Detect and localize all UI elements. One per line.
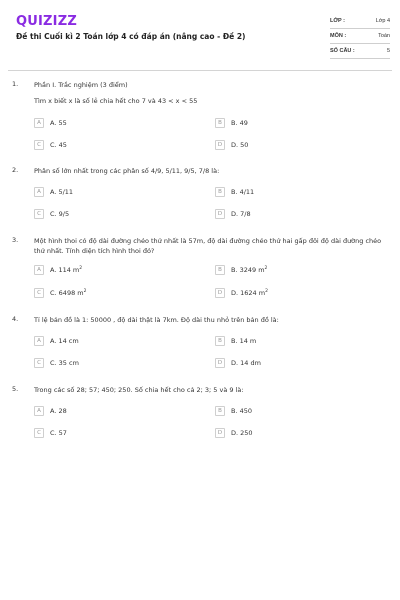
option-letter-box: D xyxy=(215,288,225,298)
option-letter-box: C xyxy=(34,209,44,219)
option-text: C. 45 xyxy=(50,141,67,149)
option-text: A. 14 cm xyxy=(50,337,79,345)
option-b[interactable] xyxy=(215,117,248,129)
question-subtext: Tìm x biết x là số lẻ chia hết cho 7 và 43 < x < 55 xyxy=(34,97,198,105)
option-text: B. 49 xyxy=(231,119,248,127)
meta-row-subject xyxy=(330,29,390,44)
question-4 xyxy=(8,315,392,377)
question-text: Một hình thoi có độ dài đường chéo thứ nhất là 57m, độ dài đường chéo thứ hai gấp đôi độ dài đường chéo thứ nhất. Tính diện tích hình thoi đó? xyxy=(34,237,382,255)
option-d[interactable] xyxy=(215,357,261,369)
option-superscript: 2 xyxy=(79,265,83,271)
question-text: Phân số lớn nhất trong các phân số 4/9, 5/11, 9/5, 7/8 là: xyxy=(34,167,220,175)
option-a[interactable] xyxy=(34,117,67,129)
option-text: A. 55 xyxy=(50,119,67,127)
option-d[interactable] xyxy=(215,427,253,439)
header-divider xyxy=(8,70,392,71)
meta-key: LỚP : xyxy=(330,18,345,24)
option-text: A. 114 $m^2$ xyxy=(50,265,83,275)
option-superscript: 2 xyxy=(264,265,268,271)
option-c[interactable] xyxy=(34,208,69,220)
option-letter-box: A xyxy=(34,265,44,275)
option-letter-box: C xyxy=(34,358,44,368)
option-text: A. 28 xyxy=(50,407,67,415)
option-letter-box: D xyxy=(215,428,225,438)
option-b[interactable] xyxy=(215,264,267,276)
option-text: C. 9/5 xyxy=(50,210,70,218)
question-number: 1. xyxy=(12,80,19,88)
option-text: C. 57 xyxy=(50,429,67,437)
option-letter-box: A xyxy=(34,336,44,346)
option-text: C. 6498 $m^2$ xyxy=(50,288,87,298)
option-text: B. 4/11 xyxy=(231,188,255,196)
option-a[interactable] xyxy=(34,186,73,198)
option-letter-box: C xyxy=(34,288,44,298)
meta-value: 5 xyxy=(386,48,390,54)
meta-row-class xyxy=(330,14,390,29)
option-letter-box: B xyxy=(215,265,225,275)
question-2 xyxy=(8,166,392,228)
question-number: 2. xyxy=(12,166,19,174)
option-letter-box: D xyxy=(215,358,225,368)
question-number: 3. xyxy=(12,236,19,244)
option-d[interactable] xyxy=(215,208,251,220)
option-a[interactable] xyxy=(34,335,79,347)
quizizz-logo: QUIZIZZ xyxy=(16,14,77,29)
option-text: D. 14 dm xyxy=(231,359,261,367)
option-text: B. 450 xyxy=(231,407,252,415)
option-text: D. 7/8 xyxy=(231,210,251,218)
option-d[interactable] xyxy=(215,139,248,151)
option-letter-box: C xyxy=(34,428,44,438)
meta-key: MÔN : xyxy=(330,33,347,39)
meta-box xyxy=(330,14,390,59)
option-superscript: 2 xyxy=(83,288,87,294)
page-title: Đề thi Cuối kì 2 Toán lớp 4 có đáp án (nâng cao - Đề 2) xyxy=(16,32,246,41)
option-c[interactable] xyxy=(34,139,67,151)
option-letter-box: A xyxy=(34,406,44,416)
option-letter-box: D xyxy=(215,209,225,219)
option-text: A. 5/11 xyxy=(50,188,74,196)
question-1 xyxy=(8,80,392,160)
option-letter-box: A xyxy=(34,187,44,197)
option-text: C. 35 cm xyxy=(50,359,79,367)
question-3 xyxy=(8,236,392,306)
question-text: Phần I. Trắc nghiệm (3 điểm) xyxy=(34,81,128,89)
option-letter-box: B xyxy=(215,187,225,197)
option-text: B. 3249 $m^2$ xyxy=(231,265,268,275)
option-a[interactable] xyxy=(34,264,82,276)
option-letter-box: B xyxy=(215,336,225,346)
option-letter-box: A xyxy=(34,118,44,128)
option-b[interactable] xyxy=(215,186,254,198)
option-letter-box: B xyxy=(215,118,225,128)
meta-key: SỐ CÂU : xyxy=(330,48,355,54)
question-number: 5. xyxy=(12,385,19,393)
option-b[interactable] xyxy=(215,405,252,417)
option-letter-box: B xyxy=(215,406,225,416)
option-superscript: 2 xyxy=(265,288,268,294)
option-text: D. 250 xyxy=(231,429,253,437)
option-letter-box: C xyxy=(34,140,44,150)
option-letter-box: D xyxy=(215,140,225,150)
meta-value: Toán xyxy=(378,33,390,39)
question-text: Tỉ lệ bản đồ là 1: 50000 , độ dài thật là 7km. Độ dài thu nhỏ trên bản đồ là: xyxy=(34,316,279,324)
question-number: 4. xyxy=(12,315,19,323)
meta-value: Lớp 4 xyxy=(375,18,390,24)
option-text: B. 14 m xyxy=(231,337,257,345)
option-b[interactable] xyxy=(215,335,256,347)
question-5 xyxy=(8,385,392,447)
option-d[interactable] xyxy=(215,287,268,299)
option-c[interactable] xyxy=(34,427,67,439)
option-a[interactable] xyxy=(34,405,67,417)
question-text: Trong các số 28; 57; 450; 250. Số chia hết cho cả 2; 3; 5 và 9 là: xyxy=(34,386,244,394)
option-c[interactable] xyxy=(34,287,87,299)
option-text: D. 50 xyxy=(231,141,249,149)
meta-row-count xyxy=(330,44,390,59)
option-c[interactable] xyxy=(34,357,79,369)
option-text: D. 1624 $m^2$ xyxy=(231,288,268,298)
